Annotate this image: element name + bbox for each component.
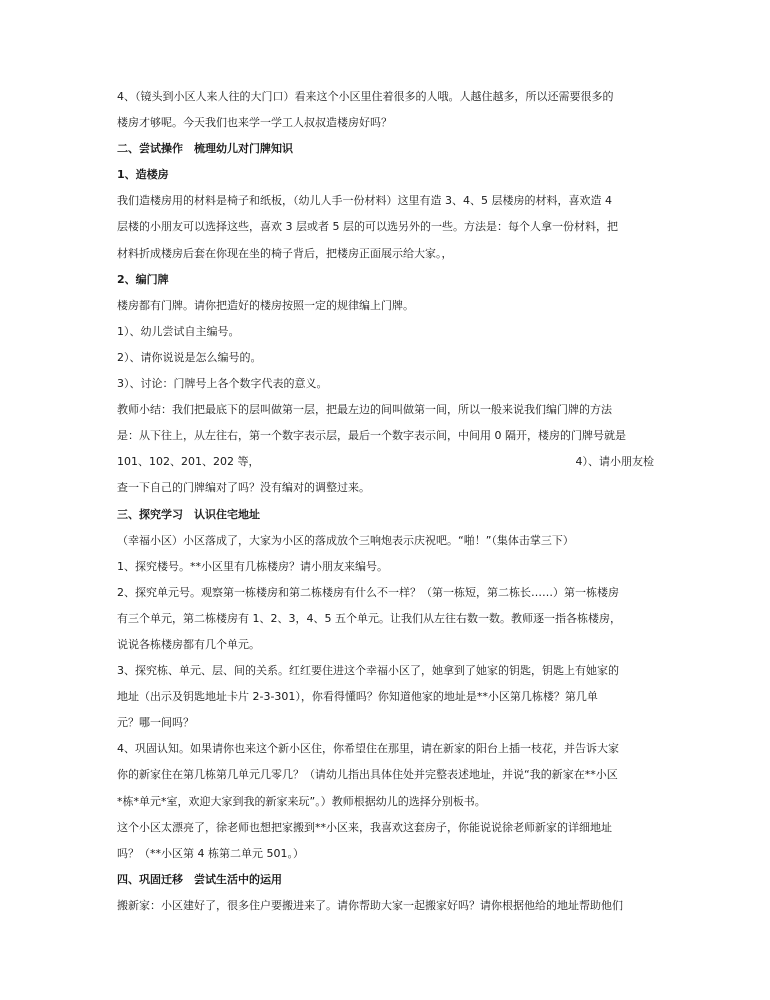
paragraph-line: 说说各栋楼房都有几个单元。 <box>117 637 260 651</box>
list-item: 1、探究楼号。**小区里有几栋楼房？请小朋友来编号。 <box>117 559 388 573</box>
paragraph-line: 是：从下往上，从左往右，第一个数字表示层，最后一个数字表示间，中间用 0 隔开，楼房的门牌号就是 <box>117 429 626 443</box>
paragraph-line: 查一下自己的门牌编对了吗？没有编对的调整过来。 <box>117 481 370 495</box>
paragraph-line: 你的新家住在第几栋第几单元几零几？（请幼儿指出具体住处并完整表述地址，并说“我的新家在**小区 <box>117 768 618 782</box>
list-item: 1）、幼儿尝试自主编号。 <box>117 324 240 338</box>
paragraph-line: 我们造楼房用的材料是椅子和纸板，（幼儿人手一份材料）这里有造 3、4、5 层楼房的材料，喜欢造 4 <box>117 194 612 208</box>
paragraph-fragment: 101、102、201、202 等， <box>117 455 260 469</box>
section-heading: 四、巩固迁移 尝试生活中的运用 <box>117 872 282 886</box>
paragraph-line: 材料折成楼房后套在你现在坐的椅子背后，把楼房正面展示给大家。， <box>117 246 453 260</box>
list-item: 2）、请你说说是怎么编号的。 <box>117 350 262 364</box>
list-item: 3、探究栋、单元、层、间的关系。红红要住进这个幸福小区了，她拿到了她家的钥匙，钥匙上有她家的 <box>117 664 619 678</box>
paragraph-line: 层楼的小朋友可以选择这些，喜欢 3 层或者 5 层的可以选另外的一些。方法是：每个人拿一份材料，把 <box>117 220 618 234</box>
subsection-heading: 2、编门牌 <box>117 272 169 286</box>
paragraph-line: 吗？（**小区第 4 栋第二单元 501。） <box>117 846 304 860</box>
subsection-heading: 1、造楼房 <box>117 168 169 182</box>
paragraph-fragment: 4）、请小朋友检 <box>575 455 654 469</box>
paragraph-line: 这个小区太漂亮了，徐老师也想把家搬到**小区来，我喜欢这套房子，你能说说徐老师新家的详细地址 <box>117 820 612 834</box>
document-body <box>117 84 654 919</box>
paragraph-line: 楼房都有门牌。请你把造好的楼房按照一定的规律编上门牌。 <box>117 298 414 312</box>
paragraph-line: 教师小结：我们把最底下的层叫做第一层，把最左边的间叫做第一间，所以一般来说我们编门牌的方法 <box>117 403 612 417</box>
paragraph-line: 地址（出示及钥匙地址卡片 2-3-301），你看得懂吗？你知道他家的地址是**小区第几栋楼？第几单 <box>117 690 598 704</box>
paragraph-line: 元？哪一间吗？ <box>117 716 194 730</box>
section-heading: 三、探究学习 认识住宅地址 <box>117 507 260 521</box>
list-item: 4、巩固认知。如果请你也来这个新小区住，你希望住在那里，请在新家的阳台上插一枝花，并告诉大家 <box>117 742 619 756</box>
paragraph-line: 4、（镜头到小区人来人往的大门口）看来这个小区里住着很多的人哦。人越住越多，所以还需要很多的 <box>117 90 614 103</box>
paragraph-line: 有三个单元，第二栋楼房有 1、2、3，4、5 五个单元。让我们从左往右数一数。教师逐一指各栋楼房， <box>117 611 621 625</box>
paragraph-line-split <box>117 449 654 475</box>
paragraph-line: 楼房才够呢。今天我们也来学一学工人叔叔造楼房好吗？ <box>117 116 392 130</box>
section-heading: 二、尝试操作 梳理幼儿对门牌知识 <box>117 142 293 156</box>
paragraph-line: *栋*单元*室，欢迎大家到我的新家来玩”。）教师根据幼儿的选择分别板书。 <box>117 794 486 808</box>
paragraph-line: （幸福小区）小区落成了，大家为小区的落成放个三响炮表示庆祝吧。“啪！”（集体击掌三下） <box>117 533 574 547</box>
paragraph-line: 搬新家：小区建好了，很多住户要搬进来了。请你帮助大家一起搬家好吗？请你根据他给的地址帮助他们 <box>117 898 623 912</box>
list-item: 3）、讨论：门牌号上各个数字代表的意义。 <box>117 377 328 391</box>
list-item: 2、探究单元号。观察第一栋楼房和第二栋楼房有什么不一样？（第一栋短，第二栋长……）第一栋楼房 <box>117 585 619 599</box>
